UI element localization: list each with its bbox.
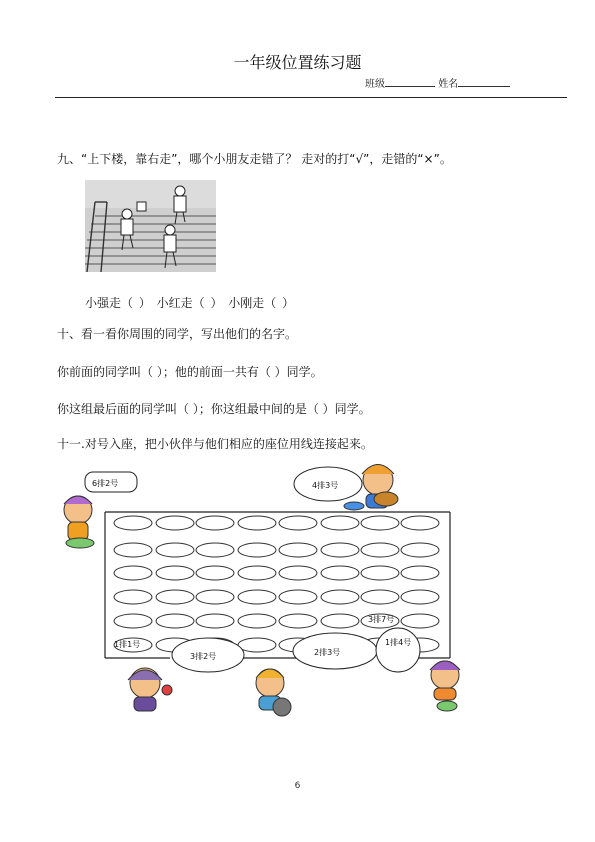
seat-r1-c8 bbox=[401, 516, 439, 530]
seat-r2-c2 bbox=[156, 543, 194, 557]
page-title: 一年级位置练习题 bbox=[233, 53, 362, 72]
seat-r4-c5 bbox=[279, 590, 317, 604]
seat-r2-c5 bbox=[279, 543, 317, 557]
seat-r3-c6 bbox=[321, 566, 359, 580]
seating-chart bbox=[55, 458, 475, 720]
question-10-line-1: 你前面的同学叫（ ）；他的前面一共有（ ）同学。 bbox=[57, 365, 323, 379]
seat-r2-c8 bbox=[401, 543, 439, 557]
seat-r1-c3 bbox=[196, 516, 234, 530]
seat-r5-c6 bbox=[321, 614, 359, 628]
bubble-6-text: 1排4号 bbox=[385, 638, 412, 647]
row-1-label: 1排1号 bbox=[114, 640, 141, 649]
seat-r2-c1 bbox=[114, 543, 152, 557]
seat-r1-c7 bbox=[361, 516, 399, 530]
question-11-text: 十一.对号入座，把小伙伴与他们相应的座位用线连接起来。 bbox=[57, 437, 373, 451]
seat-r3-c2 bbox=[156, 566, 194, 580]
class-label: 班级 bbox=[365, 79, 385, 90]
question-9-options: 小强走（ ） 小红走（ ） 小刚走（ ） bbox=[85, 296, 295, 310]
seat-r5-c3 bbox=[196, 614, 234, 628]
seat-r1-c1 bbox=[114, 516, 152, 530]
seat-r3-c5 bbox=[279, 566, 317, 580]
seat-r4-c1 bbox=[114, 590, 152, 604]
seat-r3-c1 bbox=[114, 566, 152, 580]
seat-r3-c7 bbox=[361, 566, 399, 580]
seat-r5-c1 bbox=[114, 614, 152, 628]
bubble-1-text: 6排2号 bbox=[92, 479, 119, 488]
question-9-text: 九、“上下楼，靠右走”，哪个小朋友走错了？ 走对的打“√”，走错的“×”。 bbox=[57, 152, 452, 166]
seat-r4-c4 bbox=[238, 590, 276, 604]
seat-r4-c6 bbox=[321, 590, 359, 604]
seat-r5-c4 bbox=[238, 614, 276, 628]
seat-r2-c6 bbox=[321, 543, 359, 557]
seat-r3-c8 bbox=[401, 566, 439, 580]
seat-r1-c2 bbox=[156, 516, 194, 530]
seat-r4-c7 bbox=[361, 590, 399, 604]
stairs-illustration bbox=[85, 180, 216, 272]
question-10-line-2: 你这组最后面的同学叫（ ）；你这组最中间的是（ ）同学。 bbox=[57, 402, 371, 416]
child-bottom-middle bbox=[256, 669, 291, 716]
bubble-5-text: 2排3号 bbox=[314, 648, 341, 657]
seat-r2-c4 bbox=[238, 543, 276, 557]
seat-r4-c3 bbox=[196, 590, 234, 604]
class-name-line bbox=[365, 75, 510, 90]
bubble-3-text: 3排7号 bbox=[368, 615, 395, 624]
bubble-2-text: 4排3号 bbox=[312, 481, 339, 490]
seat-r3-c4 bbox=[238, 566, 276, 580]
seat-r3-c3 bbox=[196, 566, 234, 580]
child-bottom-left bbox=[128, 668, 172, 711]
name-blank[interactable] bbox=[458, 77, 510, 87]
seat-r4-c8 bbox=[401, 590, 439, 604]
name-label: 姓名 bbox=[438, 79, 459, 90]
seat-r5-c5 bbox=[279, 614, 317, 628]
class-blank[interactable] bbox=[385, 77, 435, 87]
seat-r2-c7 bbox=[361, 543, 399, 557]
page-number: 6 bbox=[294, 781, 301, 791]
seat-r6-c4 bbox=[238, 638, 276, 652]
child-top-left bbox=[64, 496, 94, 548]
child-bottom-right bbox=[430, 661, 460, 711]
seat-r2-c3 bbox=[196, 543, 234, 557]
seat-r4-c2 bbox=[156, 590, 194, 604]
bubble-4-text: 3排2号 bbox=[190, 652, 217, 661]
seat-r1-c6 bbox=[321, 516, 359, 530]
seat-r5-c2 bbox=[156, 614, 194, 628]
header-divider bbox=[55, 97, 567, 98]
bubble-5 bbox=[376, 628, 420, 672]
question-10-text: 十、看一看你周围的同学，写出他们的名字。 bbox=[57, 327, 298, 341]
seat-r1-c4 bbox=[238, 516, 276, 530]
seat-r5-c8 bbox=[401, 614, 439, 628]
seat-r1-c5 bbox=[279, 516, 317, 530]
